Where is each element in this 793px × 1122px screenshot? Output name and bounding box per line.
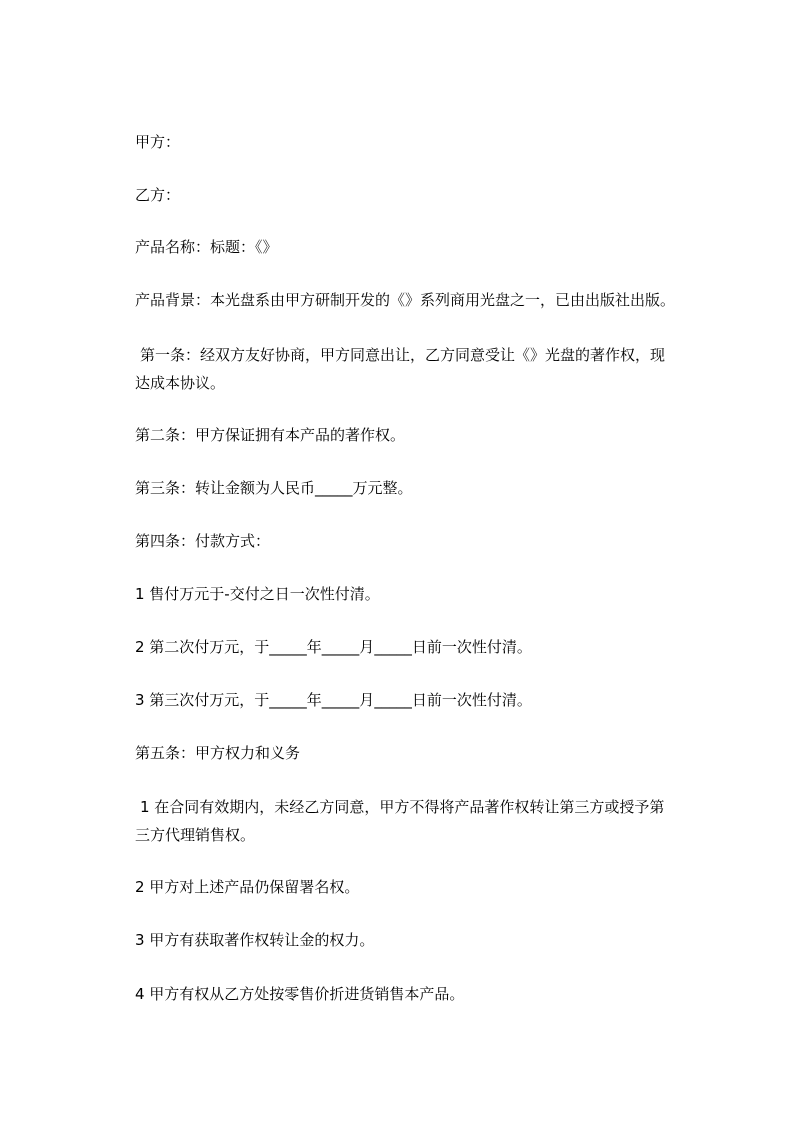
- payment-item-1: 1 售付万元于-交付之日一次性付清。: [135, 585, 380, 603]
- article-1: [135, 341, 720, 397]
- payment-item-2: 2 第二次付万元，于_____年_____月_____日前一次性付清。: [135, 638, 532, 656]
- article-1-line-1: 第一条：经双方友好协商，甲方同意出让，乙方同意受让《》光盘的著作权，现: [140, 346, 666, 364]
- article-2: 第二条：甲方保证拥有本产品的著作权。: [135, 426, 406, 444]
- duty-item-4: 4 甲方有权从乙方处按零售价折进货销售本产品。: [135, 985, 465, 1003]
- party-a-line: 甲方：: [135, 133, 181, 151]
- duty-item-1-line-1: 1 在合同有效期内，未经乙方同意，甲方不得将产品著作权转让第三方或授予第: [140, 798, 665, 816]
- duty-item-2: 2 甲方对上述产品仍保留署名权。: [135, 878, 360, 896]
- duty-item-1: [135, 793, 720, 849]
- article-4: 第四条：付款方式：: [135, 532, 271, 550]
- duty-item-3: 3 甲方有获取著作权转让金的权力。: [135, 931, 375, 949]
- duty-item-1-line-2: 三方代理销售权。: [135, 826, 256, 844]
- article-1-line-2: 达成本协议。: [135, 374, 226, 392]
- product-name-line: 产品名称：标题：《》: [135, 238, 278, 256]
- payment-item-3: 3 第三次付万元，于_____年_____月_____日前一次性付清。: [135, 691, 532, 709]
- article-3: 第三条：转让金额为人民币_____万元整。: [135, 479, 413, 497]
- product-background-line: 产品背景：本光盘系由甲方研制开发的《》系列商用光盘之一，已由出版社出版。: [135, 291, 676, 309]
- article-5: 第五条：甲方权力和义务: [135, 744, 301, 762]
- party-b-line: 乙方：: [135, 186, 181, 204]
